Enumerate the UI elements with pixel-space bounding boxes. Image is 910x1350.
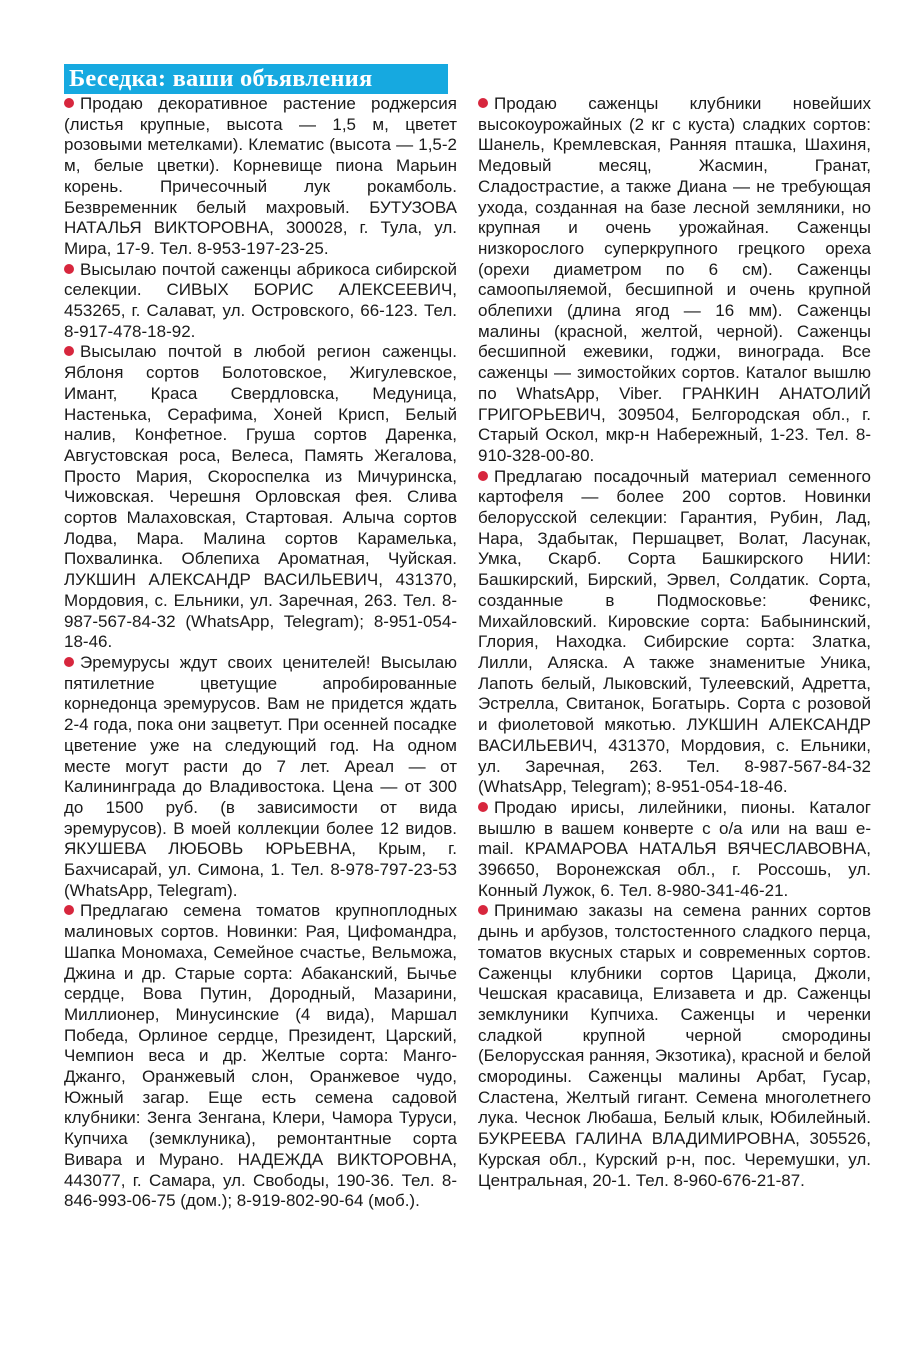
- ad-text: Предлагаю семена томатов крупноплодных малиновых сортов. Новинки: Рая, Цифомандра, Шапка Мономаха, Семейное счастье, Вельможа, Джина и др. Старые сорта: Абаканский, Бычье сердце, Вова Путин, Дородный, Мазарини, Миллионер, Минусинские (4 вида), Маршал Победа, Орлиное сердце, Президент, Царский, Чемпион веса и др. Желтые сорта: Манго-Джанго, Оранжевый слон, Оранжевое чудо, Южный загар. Еще есть семена садовой клубники: Зенга Зенгана, Клери, Чамора Туруси, Купчиха (земклуника), ремонтантные сорта Вивара и Мурано. НАДЕЖДА ВИКТОРОВНА, 443077, г. Самара, ул. Свободы, 190-36. Тел. 8-846-993-06-75 (дом.); 8-919-802-90-64 (моб.).: [64, 901, 457, 1211]
- ad-text: Продаю декоративное растение роджерсия (листья крупные, высота — 1,5 м, цветет розовыми метелками). Клематис (высота — 1,5-2 м, белые цветки). Корневище пиона Марьин корень. Причесочный лук рокамболь. Безвременник белый махровый. БУТУЗОВА НАТАЛЬЯ ВИКТОРОВНА, 300028, г. Тула, ул. Мира, 17-9. Тел. 8-953-197-23-25.: [64, 94, 457, 258]
- ad-text: Продаю саженцы клубники новейших высокоурожайных (2 кг с куста) сладких сортов: Шанель, Кремлевская, Ранняя пташка, Шахиня, Медовый месяц, Жасмин, Гранат, Сладострастие, а также Диана — не требующая ухода, созданная на базе лесной земляники, но крупная и очень урожайная. Саженцы низкорослого суперкрупного грецкого ореха (орехи диаметром по 6 см). Саженцы самоопыляемой, бесшипной и очень крупной облепихи (длина ягод — 16 мм). Саженцы малины (красной, желтой, черной). Саженцы бесшипной ежевики, годжи, винограда. Все саженцы — зимостойких сортов. Каталог вышлю по WhatsApp, Viber. ГРАНКИН АНАТОЛИЙ ГРИГОРЬЕВИЧ, 309504, Белгородская обл., г. Старый Оскол, мкр-н Набережный, 1-23. Тел. 8-910-328-00-80.: [478, 94, 871, 465]
- ad-item: [64, 653, 457, 901]
- ad-item: [478, 94, 871, 467]
- bullet-icon: [478, 471, 488, 481]
- bullet-icon: [64, 657, 74, 667]
- ad-item: [64, 342, 457, 653]
- ad-item: [478, 467, 871, 798]
- ad-text: Продаю ирисы, лилейники, пионы. Каталог вышлю в вашем конверте с о/а или на ваш e-mail. КРАМАРОВА НАТАЛЬЯ ВЯЧЕСЛАВОВНА, 396650, Воронежская обл., г. Россошь, ул. Конный Лужок, 6. Тел. 8-980-341-46-21.: [478, 797, 871, 900]
- ad-text: Предлагаю посадочный материал семенного картофеля — более 200 сортов. Новинки белорусской селекции: Гарантия, Рубин, Лад, Нара, Здабытак, Першацвет, Волат, Ласунак, Умка, Скарб. Сорта Башкирского НИИ: Башкирский, Бирский, Эрвел, Солдатик. Сорта, созданные в Подмосковье: Феникс, Михайловский. Кировские сорта: Бабынинский, Глория, Находка. Сибирские сорта: Златка, Лилли, Аляска. А также знаменитые Уника, Лапоть белый, Лыковский, Тулеевский, Адретта, Эстрелла, Свитанок, Богатырь. Сорта с розовой и фиолетовой мякотью. ЛУКШИН АЛЕКСАНДР ВАСИЛЬЕВИЧ, 431370, Мордовия, с. Ельники, ул. Заречная, 263. Тел. 8-987-567-84-32 (WhatsApp, Telegram); 8-951-054-18-46.: [478, 466, 871, 797]
- section-title: Беседка: ваши объявления: [64, 64, 448, 94]
- bullet-icon: [64, 98, 74, 108]
- bullet-icon: [64, 346, 74, 356]
- ad-item: [64, 901, 457, 1212]
- right-column: [478, 94, 871, 1191]
- ad-item: [64, 94, 457, 260]
- ad-item: [64, 260, 457, 343]
- bullet-icon: [478, 98, 488, 108]
- ad-text: Высылаю почтой саженцы абрикоса сибирской селекции. СИВЫХ БОРИС АЛЕКСЕЕВИЧ, 453265, г. Салават, ул. Островского, 66-123. Тел. 8-917-478-18-92.: [64, 259, 457, 341]
- bullet-icon: [64, 905, 74, 915]
- ad-text: Принимаю заказы на семена ранних сортов дынь и арбузов, толстостенного сладкого перца, томатов вкусных старых и современных сортов. Саженцы клубники сортов Царица, Джоли, Чешская красавица, Елизавета и др. Саженцы земклуники Купчиха. Саженцы и черенки сладкой крупной черной смородины (Белорусская ранняя, Экзотика), красной и белой смородины. Саженцы малины Арбат, Гусар, Сластена, Желтый гигант. Семена многолетнего лука. Чеснок Любаша, Белый клык, Юбилейный. БУКРЕЕВА ГАЛИНА ВЛАДИМИРОВНА, 305526, Курская обл., Курский р-н, пос. Черемушки, ул. Центральная, 20-1. Тел. 8-960-676-21-87.: [478, 901, 871, 1190]
- bullet-icon: [64, 264, 74, 274]
- left-column: [64, 94, 457, 1212]
- bullet-icon: [478, 905, 488, 915]
- bullet-icon: [478, 802, 488, 812]
- ad-item: [478, 901, 871, 1191]
- ad-item: [478, 798, 871, 902]
- ad-text: Высылаю почтой в любой регион саженцы. Яблоня сортов Болотовское, Жигулевское, Имант, Краса Свердловска, Медуница, Настенька, Серафима, Хоней Крисп, Белый налив, Конфетное. Груша сортов Даренка, Августовская роса, Велеса, Память Жегалова, Просто Мария, Скороспелка из Мичуринска, Чижовская. Черешня Орловская фея. Слива сортов Малаховская, Стартовая. Алыча сортов Лодва, Мара. Малина сортов Карамелька, Похвалинка. Облепиха Ароматная, Чуйская. ЛУКШИН АЛЕКСАНДР ВАСИЛЬЕВИЧ, 431370, Мордовия, с. Ельники, ул. Заречная, 263. Тел. 8-987-567-84-32 (WhatsApp, Telegram); 8-951-054-18-46.: [64, 342, 457, 652]
- ad-text: Эремурусы ждут своих ценителей! Высылаю пятилетние цветущие апробированные корнедонца эремурусов. Вам не придется ждать 2-4 года, пока они зацветут. При осенней посадке цветение уже на следующий год. На одном месте могут расти до 7 лет. Ареал — от Калининграда до Владивостока. Цена — от 300 до 1500 руб. (в зависимости от вида эремурусов). В моей коллекции более 12 видов. ЯКУШЕВА ЛЮБОВЬ ЮРЬЕВНА, Крым, г. Бахчисарай, ул. Симона, 1. Тел. 8-978-797-23-53 (WhatsApp, Telegram).: [64, 652, 457, 900]
